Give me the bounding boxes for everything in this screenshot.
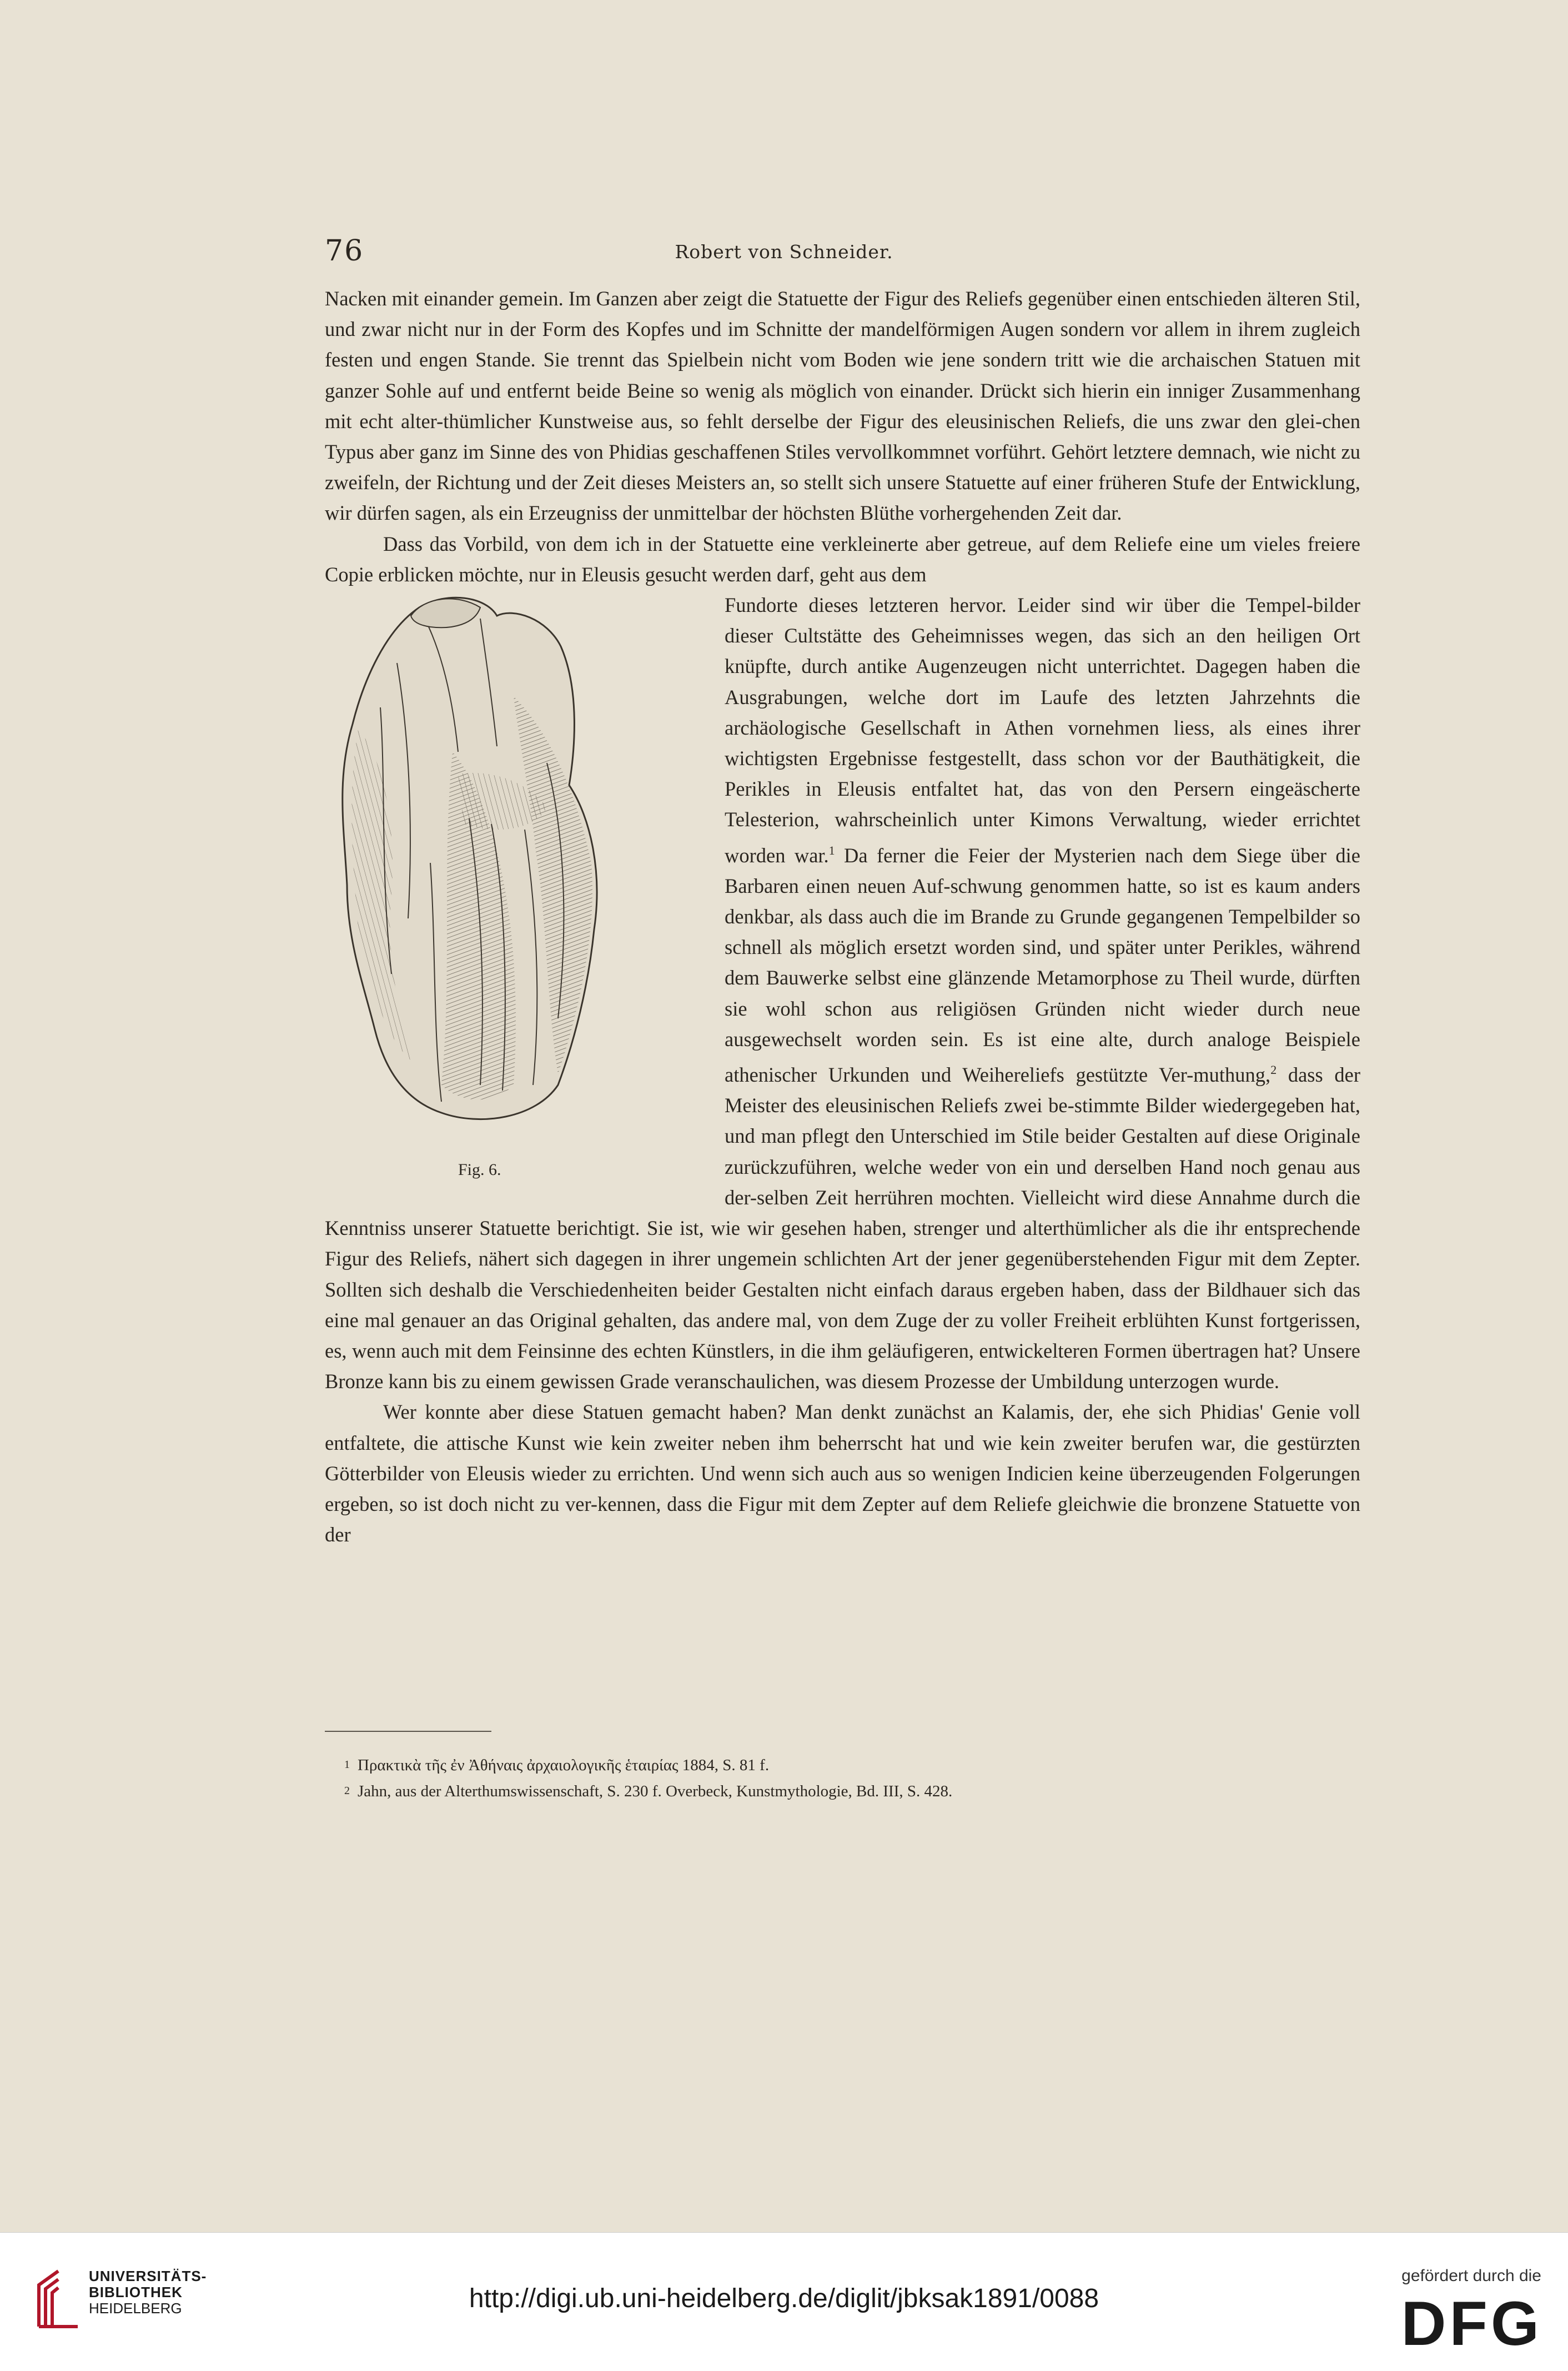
statue-drapery-illustration [314,585,691,1141]
footnotes [344,1752,952,1804]
paragraph-2a: Fundorte dieses letzteren hervor. Leider sind wir über die Tempel-bilder dieser Cultstätte des Geheimnisses wegen, das sich an den heiligen Ort knüpfte, durch antike Augenzeugen nicht unterrichtet. Dagegen haben die Ausgrabungen, welche dort im Laufe des letzten Jahrzehnts die archäologische Gesellschaft in Athen vornehmen liess, als eines ihrer wichtigsten Ergebnisse festgestellt, dass schon vor der Bauthätigkeit, die Perikles in Eleusis entfaltet hat, das von den Persern eingeäscherte Telesterion, wahrscheinlich unter Kimons Verwaltung, wieder errichtet worden war. [725,594,1360,867]
dfg-logo[interactable]: DFG [1401,2289,1542,2358]
paragraph-1: Nacken mit einander gemein. Im Ganzen aber zeigt die Statuette der Figur des Reliefs gegenüber einen entschieden älteren Stil, und zwar nicht nur in der Form des Kopfes und im Schnitte der mandelförmigen Augen sondern vor allem in ihrem zugleich festen und engen Stande. Sie trennt das Spielbein nicht vom Boden wie jene sondern tritt wie die archaischen Statuen mit ganzer Sohle auf und entfernt beide Beine so wenig als möglich von einander. Drückt sich hierin ein inniger Zusammenhang mit echt alter-thümlicher Kunstweise aus, so fehlt derselbe der Figur des eleusinischen Reliefs, die uns zwar den glei-chen Typus aber ganz im Sinne des von Phidias geschaffenen Stiles vervollkommnet vorführt. Gehört letztere demnach, wie nicht zu zweifeln, der Richtung und der Zeit dieses Meisters an, so stellt sich unsere Statuette auf einer früheren Stufe der Entwicklung, wir dürfen sagen, als ein Erzeugniss der unmittelbar der höchsten Blüthe vorhergehenden Zeit dar. [325,287,1360,525]
figure-6 [325,585,696,1213]
paragraph-2-lead: Dass das Vorbild, von dem ich in der Statuette eine verkleinerte aber getreue, auf dem Reliefe eine um vieles freiere Copie erblicken möchte, nur in Eleusis gesucht werden darf, geht aus dem [325,532,1360,586]
permalink-url[interactable]: http://digi.ub.uni-heidelberg.de/diglit/jbksak1891/0088 [469,2284,1099,2313]
paragraph-2c: dass der Meister des eleusinischen Reliefs zwei be-stimmte Bilder wiedergegeben hat, und man pflegt den Unterschied im Stile beider Gestalten auf diese Originale zurückzuführen, welche weder von ein und derselben Hand noch genau aus der-selben Zeit herrühren mochten. Vielleicht wird diese Annahme durch die Kenntniss unserer Statuette berichtigt. Sie ist, wie wir gesehen haben, strenger und alterthümlicher als die ihr entsprechende Figur des Reliefs, nähert sich dagegen in ihrer ungemein schlichten Art der jener gegenüberstehenden Figur mit dem Zepter. Sollten sich deshalb die Verschiedenheiten beider Gestalten nicht einfach daraus ergeben haben, dass der Bildhauer sich das eine mal genauer an das Original gehalten, das andere mal, von dem Zuge der zu voller Freiheit erblühten Kunst fortgerissen, es, wenn auch mit dem Feinsinne des echten Künstlers, in die ihm geläufigeren, entwickelteren Formen übertragen hat? Unsere Bronze kann bis zu einem gewissen Grade veranschaulichen, was diesem Prozesse der Umbildung unterzogen wurde. [325,1063,1360,1393]
footnote-2 [344,1778,952,1804]
running-header: Robert von Schneider. [675,241,893,263]
footnote-number: 2 [344,1785,350,1797]
footnote-1 [344,1752,952,1778]
footnote-text: Πρακτικὰ τῆς ἐν Ἀθήναις ἀρχαιολογικῆς ἑταιρίας 1884, S. 81 f. [358,1756,770,1774]
funding-text: gefördert durch die [1401,2267,1541,2285]
footnote-ref-2[interactable]: 2 [1270,1063,1277,1077]
paragraph-3: Wer konnte aber diese Statuen gemacht haben? Man denkt zunächst an Kalamis, der, ehe sich Phidias' Genie voll entfaltete, die attische Kunst wie kein zweiter neben ihm beherrscht hat und wie kein zweiter berufen war, die gestürzten Götterbilder von Eleusis wieder zu errichten. Und wenn sich auch aus so wenigen Indicien keine überzeugenden Folgerungen ergeben, so ist doch nicht zu ver-kennen, dass die Figur mit dem Zepter auf dem Reliefe gleichwie die bronzene Statuette von der [325,1400,1360,1546]
footnote-ref-1[interactable]: 1 [828,843,835,857]
main-text [325,283,1360,1550]
library-line-1: UNIVERSITÄTS- [89,2268,207,2284]
footnote-text: Jahn, aus der Alterthumswissenschaft, S. 230 f. Overbeck, Kunstmythologie, Bd. III, S. 428. [358,1782,953,1800]
library-line-3: HEIDELBERG [89,2300,182,2317]
footnote-number: 1 [344,1759,350,1771]
footnote-divider [325,1731,491,1732]
library-line-2: BIBLIOTHEK [89,2284,183,2300]
figure-caption: Fig. 6. [458,1161,501,1179]
paragraph-2b: Da ferner die Feier der Mysterien nach dem Siege über die Barbaren einen neuen Auf-schwung genommen hatte, so ist es kaum anders denkbar, als dass auch die im Brande zu Grunde gegangenen Tempelbilder so schnell als möglich ersetzt worden sind, und später unter Perikles, während dem Bauwerke selbst eine glänzende Metamorphose zu Theil wurde, dürften sie wohl schon aus religiösen Gründen nicht wieder durch neue ausgewechselt worden sein. Es ist eine alte, durch analoge Beispiele athenischer Urkunden und Weihereliefs gestützte Ver-muthung, [725,843,1360,1087]
page-number: 76 [325,234,364,268]
